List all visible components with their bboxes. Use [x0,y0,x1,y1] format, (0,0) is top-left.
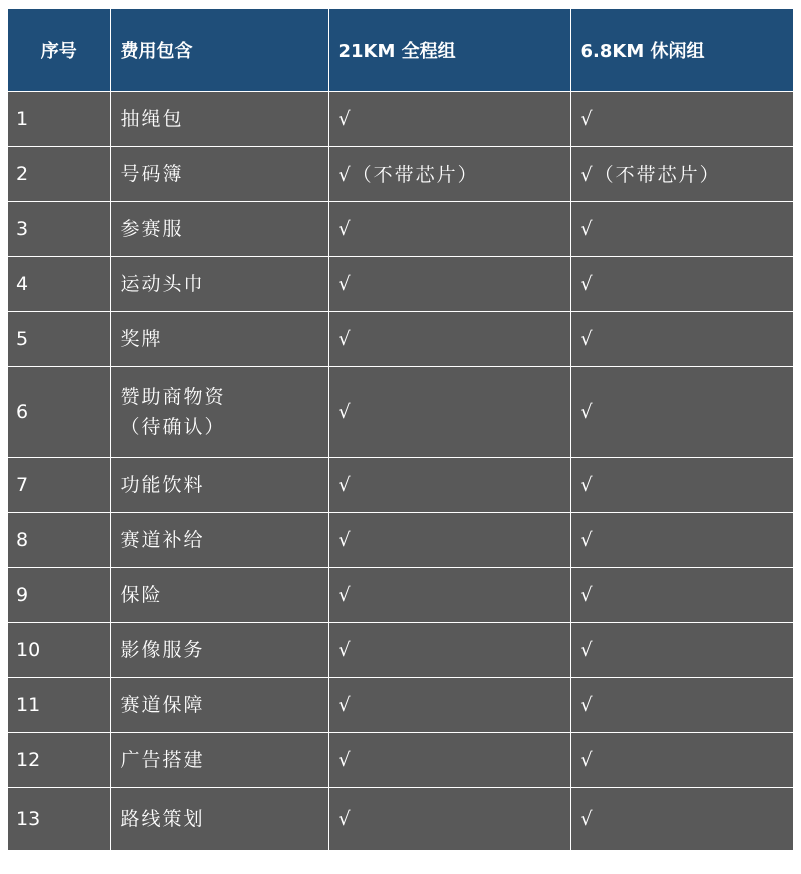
header-fee-included: 费用包含 [110,9,328,91]
row-item: 保险 [110,567,328,622]
row-6-8km-check: √ [570,457,793,512]
row-number: 7 [8,457,110,512]
row-6-8km-check: √ [570,732,793,787]
row-number: 2 [8,146,110,201]
table-row [8,622,793,677]
row-6-8km-check: √ [570,787,793,850]
row-21km-check: √ [328,256,570,311]
row-number: 5 [8,311,110,366]
table-row [8,512,793,567]
row-6-8km-check: √ [570,366,793,457]
row-item: 赛道补给 [110,512,328,567]
row-6-8km-check: √ [570,567,793,622]
row-21km-check: √ [328,622,570,677]
table-row [8,201,793,256]
header-number: 序号 [8,9,110,91]
row-item: 功能饮料 [110,457,328,512]
row-6-8km-check: √ [570,256,793,311]
table-row [8,567,793,622]
row-item: 赞助商物资 （待确认） [110,366,328,457]
row-21km-check: √ [328,366,570,457]
row-item: 影像服务 [110,622,328,677]
row-number: 4 [8,256,110,311]
row-21km-check: √ [328,311,570,366]
fee-inclusion-table [8,9,793,850]
row-6-8km-check: √ [570,91,793,146]
header-6-8km-leisure-group: 6.8KM 休闲组 [570,9,793,91]
row-6-8km-check: √ [570,677,793,732]
row-item: 赛道保障 [110,677,328,732]
row-21km-check: √ [328,787,570,850]
header-21km-full-group: 21KM 全程组 [328,9,570,91]
table-row [8,91,793,146]
table-row [8,311,793,366]
row-item: 运动头巾 [110,256,328,311]
row-21km-check: √ [328,567,570,622]
row-6-8km-check: √ [570,622,793,677]
table-row [8,457,793,512]
table-row [8,787,793,850]
row-item: 奖牌 [110,311,328,366]
table-row [8,677,793,732]
row-6-8km-check: √ [570,201,793,256]
row-21km-check: √ [328,677,570,732]
row-number: 6 [8,366,110,457]
row-number: 13 [8,787,110,850]
row-number: 3 [8,201,110,256]
row-6-8km-check: √ [570,512,793,567]
row-item: 路线策划 [110,787,328,850]
row-21km-check: √ [328,201,570,256]
row-number: 10 [8,622,110,677]
table-row [8,256,793,311]
table-row [8,146,793,201]
row-item: 广告搭建 [110,732,328,787]
row-21km-check: √ [328,457,570,512]
row-number: 1 [8,91,110,146]
table-row [8,732,793,787]
row-number: 11 [8,677,110,732]
table-row [8,366,793,457]
row-number: 8 [8,512,110,567]
row-21km-check: √ [328,91,570,146]
row-item: 号码簿 [110,146,328,201]
row-21km-check: √ [328,732,570,787]
row-21km-check: √ [328,512,570,567]
row-item: 抽绳包 [110,91,328,146]
row-6-8km-check: √（不带芯片） [570,146,793,201]
header-row [8,9,793,91]
row-number: 12 [8,732,110,787]
row-item: 参赛服 [110,201,328,256]
row-21km-check: √（不带芯片） [328,146,570,201]
row-number: 9 [8,567,110,622]
row-6-8km-check: √ [570,311,793,366]
